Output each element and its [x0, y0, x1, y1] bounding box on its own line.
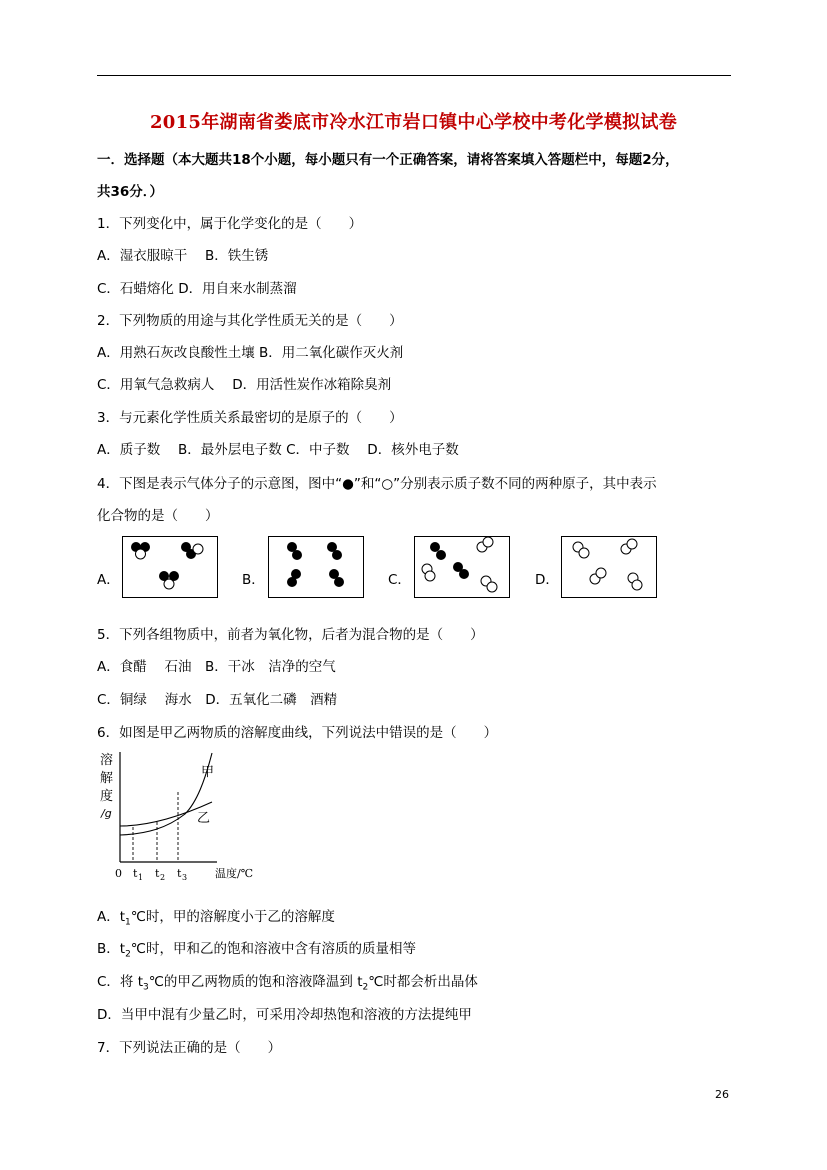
tick-t2-sub: 2	[160, 873, 166, 882]
series-label-jia: 甲	[201, 765, 215, 780]
tick-t3-sub: 3	[182, 873, 188, 882]
q6-option-c: C．将 $t_3℃$的甲乙两物质的饱和溶液降温到 $t_2℃$时都会析出晶体	[97, 974, 478, 993]
q4-box-b	[268, 536, 364, 598]
molecule-diagram-c	[414, 536, 510, 598]
header-rule	[97, 75, 731, 76]
chart-ylabel-1: 溶	[100, 753, 114, 768]
section-heading: 一．选择题（本大题共18个小题，每小题只有一个正确答案，请将答案填入答题栏中，每题2分，	[97, 152, 679, 168]
tick-t1-sub: 1	[138, 873, 144, 882]
q4-box-c	[414, 536, 510, 598]
q4-label-a: A．	[97, 572, 120, 588]
q2-options-ab: A．用熟石灰改良酸性土壤 B．用二氧化碳作灭火剂	[97, 345, 404, 361]
tick-t1: t	[133, 867, 138, 880]
q4-label-b: B．	[242, 572, 265, 588]
tick-t3: t	[177, 867, 182, 880]
q1-stem: 1．下列变化中，属于化学变化的是（ ）	[97, 216, 363, 232]
q4-stem: 4．下图是表示气体分子的示意图，图中“●”和“○”分别表示质子数不同的两种原子，其中表示	[97, 476, 657, 492]
q3-stem: 3．与元素化学性质关系最密切的是原子的（ ）	[97, 410, 403, 426]
molecule-diagram-b	[268, 536, 364, 598]
q7-stem: 7．下列说法正确的是（ ）	[97, 1040, 282, 1056]
chart-yunit: /g	[101, 807, 112, 820]
molecule-diagram-a	[122, 536, 218, 598]
q5-stem: 5．下列各组物质中，前者为氧化物，后者为混合物的是（ ）	[97, 627, 484, 643]
tick-origin: 0	[115, 867, 122, 880]
q5-options-cd: C．铜绿 海水 D．五氧化二磷 酒精	[97, 692, 338, 708]
q3-options: A．质子数 B．最外层电子数 C．中子数 D．核外电子数	[97, 442, 459, 458]
q1-options-cd: C．石蜡熔化 D．用自来水制蒸溜	[97, 281, 297, 297]
chart-ylabel-2: 解	[100, 771, 114, 786]
section-heading-cont: 共36分．）	[97, 184, 164, 200]
series-label-yi: 乙	[197, 811, 211, 826]
chart-ylabel-3: 度	[100, 789, 114, 804]
chart-xlabel: 温度/℃	[215, 867, 254, 880]
solubility-curve-chart	[97, 750, 267, 882]
q1-options-ab: A．湿衣服晾干 B．铁生锈	[97, 248, 269, 264]
q2-stem: 2．下列物质的用途与其化学性质无关的是（ ）	[97, 313, 403, 329]
q4-stem-cont: 化合物的是（ ）	[97, 508, 219, 524]
q6-option-b: B．$t_2℃$时，甲和乙的饱和溶液中含有溶质的质量相等	[97, 941, 416, 960]
page-number: 26	[715, 1088, 729, 1101]
q4-box-a	[122, 536, 218, 598]
q2-options-cd: C．用氧气急救病人 D．用活性炭作冰箱除臭剂	[97, 377, 392, 393]
q6-option-d: D．当甲中混有少量乙时，可采用冷却热饱和溶液的方法提纯甲	[97, 1007, 472, 1023]
q4-label-d: D．	[535, 572, 559, 588]
q5-options-ab: A．食醋 石油 B．干冰 洁净的空气	[97, 659, 336, 675]
q6-stem: 6．如图是甲乙两物质的溶解度曲线，下列说法中错误的是（ ）	[97, 725, 498, 741]
q6-option-a: A．$t_1℃$时，甲的溶解度小于乙的溶解度	[97, 909, 335, 928]
molecule-diagram-d	[561, 536, 657, 598]
q4-box-d	[561, 536, 657, 598]
tick-t2: t	[155, 867, 160, 880]
page-title: 2015年湖南省娄底市冷水江市岩口镇中心学校中考化学模拟试卷	[149, 112, 678, 133]
q4-label-c: C．	[388, 572, 411, 588]
